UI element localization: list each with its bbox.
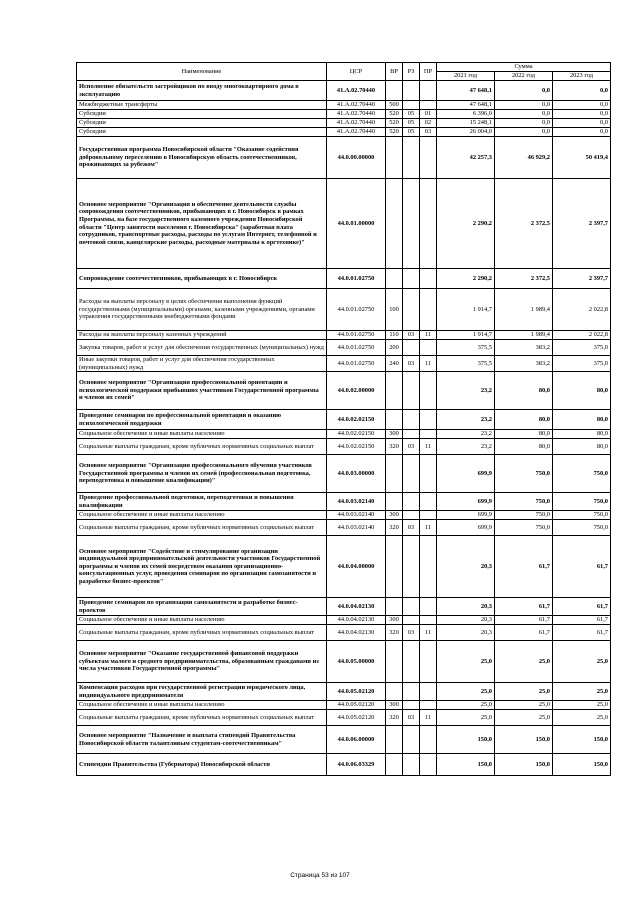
row-amount-2022: 80,0 [495,439,553,455]
row-amount-2022: 750,0 [495,455,553,493]
row-amount-2022: 80,0 [495,410,553,430]
row-amount-2021: 375,5 [437,340,495,356]
row-pr [420,511,437,520]
row-pr [420,536,437,598]
row-amount-2023: 25,0 [553,683,611,701]
row-amount-2021: 42 257,3 [437,137,495,179]
row-csr: 44.0.05.02120 [327,701,386,710]
header-name: Наименование [77,63,327,81]
table-row [77,701,611,710]
row-amount-2021: 47 648,1 [437,101,495,110]
table-row [77,726,611,754]
row-pr [420,598,437,616]
row-amount-2023: 2 022,8 [553,289,611,331]
table-row [77,511,611,520]
row-vr [386,179,403,269]
row-csr: 44.0.03.02140 [327,493,386,511]
table-row [77,331,611,340]
row-amount-2023: 0,0 [553,110,611,119]
table-row [77,710,611,726]
row-rz [403,754,420,776]
row-amount-2022: 150,0 [495,754,553,776]
row-rz [403,493,420,511]
row-amount-2023: 2 022,8 [553,331,611,340]
row-amount-2023: 2 397,7 [553,269,611,289]
row-pr [420,340,437,356]
row-pr [420,179,437,269]
row-csr: 44.0.06.00000 [327,726,386,754]
row-amount-2023: 750,0 [553,493,611,511]
row-amount-2021: 15 248,1 [437,119,495,128]
row-vr: 320 [386,710,403,726]
row-pr [420,372,437,410]
row-amount-2022: 2 372,5 [495,179,553,269]
row-name: Социальные выплаты гражданам, кроме публичных нормативных социальных выплат [77,520,327,536]
row-name: Субсидии [77,110,327,119]
row-vr: 200 [386,340,403,356]
row-name: Закупка товаров, работ и услуг для обеспечения государственных (муниципальных) нужд [77,340,327,356]
row-name: Социальное обеспечение и иные выплаты населению [77,701,327,710]
row-pr: 03 [420,128,437,137]
row-pr: 11 [420,356,437,372]
row-vr [386,372,403,410]
table-row [77,430,611,439]
row-amount-2021: 23,2 [437,439,495,455]
row-csr: 41.А.02.70440 [327,119,386,128]
row-csr: 44.0.01.02750 [327,331,386,340]
budget-table [76,62,611,776]
row-amount-2023: 0,0 [553,81,611,101]
table-row [77,455,611,493]
row-vr [386,81,403,101]
row-amount-2023: 150,0 [553,726,611,754]
row-pr: 11 [420,710,437,726]
page-number: Страница 53 из 107 [290,872,350,879]
table-row [77,372,611,410]
row-amount-2021: 20,3 [437,536,495,598]
table-row [77,598,611,616]
row-rz [403,410,420,430]
row-amount-2022: 0,0 [495,81,553,101]
row-amount-2021: 26 004,0 [437,128,495,137]
row-amount-2021: 2 290,2 [437,179,495,269]
row-pr: 11 [420,331,437,340]
row-name: Межбюджетные трансферты [77,101,327,110]
row-amount-2021: 25,0 [437,701,495,710]
row-csr: 44.0.03.02140 [327,511,386,520]
row-vr: 520 [386,110,403,119]
table-body [77,81,611,776]
header-rz: РЗ [403,63,420,81]
table-row [77,754,611,776]
table-row [77,493,611,511]
row-vr: 520 [386,119,403,128]
row-rz [403,340,420,356]
row-amount-2022: 2 372,5 [495,269,553,289]
row-pr: 11 [420,625,437,641]
row-csr: 44.0.06.03329 [327,754,386,776]
row-pr [420,493,437,511]
table-row [77,269,611,289]
row-pr: 11 [420,520,437,536]
row-csr: 44.0.04.00000 [327,536,386,598]
row-vr: 320 [386,625,403,641]
table-row [77,179,611,269]
row-amount-2023: 750,0 [553,511,611,520]
row-amount-2022: 750,0 [495,520,553,536]
header-year-2022: 2022 год [495,72,553,81]
row-amount-2021: 23,2 [437,372,495,410]
row-vr [386,536,403,598]
row-amount-2022: 383,2 [495,340,553,356]
row-csr: 44.0.01.02750 [327,340,386,356]
header-vr: ВР [386,63,403,81]
row-rz: 03 [403,520,420,536]
row-amount-2023: 750,0 [553,455,611,493]
row-amount-2021: 1 914,7 [437,331,495,340]
budget-table-sheet [76,62,610,776]
row-csr: 44.0.05.00000 [327,641,386,683]
row-csr: 41.А.02.70440 [327,110,386,119]
row-pr [420,683,437,701]
row-pr [420,701,437,710]
row-amount-2021: 699,9 [437,493,495,511]
row-name: Социальное обеспечение и иные выплаты населению [77,430,327,439]
row-amount-2023: 80,0 [553,439,611,455]
row-name: Основное мероприятие "Оказание государственной финансовой поддержки субъектам малого и среднего предпринимательства, образованным гражданами из числа участников Государственной программы" [77,641,327,683]
table-row [77,101,611,110]
row-amount-2021: 699,9 [437,511,495,520]
row-amount-2022: 383,2 [495,356,553,372]
row-name: Расходы на выплаты персоналу казенных учреждений [77,331,327,340]
row-rz [403,269,420,289]
table-row [77,439,611,455]
row-vr: 100 [386,289,403,331]
table-row [77,641,611,683]
row-amount-2021: 23,2 [437,430,495,439]
row-vr [386,726,403,754]
row-vr [386,754,403,776]
table-row [77,137,611,179]
row-rz [403,683,420,701]
table-header [77,63,611,81]
row-amount-2023: 375,0 [553,356,611,372]
row-amount-2023: 25,0 [553,710,611,726]
table-row [77,616,611,625]
row-amount-2022: 46 929,2 [495,137,553,179]
table-row [77,536,611,598]
row-pr: 02 [420,119,437,128]
row-csr: 44.0.01.00000 [327,179,386,269]
row-pr [420,616,437,625]
table-row [77,119,611,128]
row-amount-2023: 750,0 [553,520,611,536]
row-amount-2022: 25,0 [495,710,553,726]
row-pr [420,641,437,683]
row-amount-2021: 47 648,1 [437,81,495,101]
row-name: Социальное обеспечение и иные выплаты населению [77,616,327,625]
row-rz: 03 [403,331,420,340]
table-row [77,81,611,101]
row-rz [403,430,420,439]
row-csr: 41.А.02.70440 [327,81,386,101]
row-rz [403,641,420,683]
row-amount-2022: 25,0 [495,641,553,683]
row-amount-2023: 61,7 [553,536,611,598]
row-pr [420,754,437,776]
row-rz: 05 [403,110,420,119]
table-row [77,289,611,331]
row-amount-2021: 25,0 [437,641,495,683]
row-vr [386,641,403,683]
row-csr: 44.0.03.02140 [327,520,386,536]
row-rz: 05 [403,128,420,137]
row-pr [420,137,437,179]
row-pr: 01 [420,110,437,119]
row-amount-2021: 699,9 [437,520,495,536]
row-name: Основное мероприятие "Назначение и выплата стипендий Правительства Новосибирской области талантливым студентам-соотечественникам" [77,726,327,754]
row-rz [403,616,420,625]
row-amount-2021: 20,3 [437,598,495,616]
row-amount-2021: 150,0 [437,726,495,754]
row-amount-2022: 80,0 [495,372,553,410]
row-amount-2022: 0,0 [495,119,553,128]
table-row [77,110,611,119]
row-vr [386,269,403,289]
row-amount-2023: 25,0 [553,641,611,683]
row-amount-2023: 150,0 [553,754,611,776]
row-name: Субсидии [77,119,327,128]
row-pr [420,269,437,289]
row-amount-2023: 2 397,7 [553,179,611,269]
row-csr: 44.0.05.02120 [327,683,386,701]
row-vr [386,455,403,493]
row-vr: 240 [386,356,403,372]
row-name: Стипендии Правительства (Губернатора) Новосибирской области [77,754,327,776]
row-rz [403,726,420,754]
row-pr [420,430,437,439]
row-amount-2023: 25,0 [553,701,611,710]
row-csr: 44.0.05.02120 [327,710,386,726]
row-amount-2023: 61,7 [553,625,611,641]
row-amount-2022: 150,0 [495,726,553,754]
row-csr: 44.0.02.00000 [327,372,386,410]
row-rz [403,598,420,616]
row-amount-2023: 50 419,4 [553,137,611,179]
row-rz: 05 [403,119,420,128]
row-pr [420,455,437,493]
header-year-2023: 2023 год [553,72,611,81]
row-rz [403,455,420,493]
row-vr [386,137,403,179]
header-pr: ПР [420,63,437,81]
row-name: Социальное обеспечение и иные выплаты населению [77,511,327,520]
row-name: Социальные выплаты гражданам, кроме публичных нормативных социальных выплат [77,625,327,641]
row-amount-2022: 61,7 [495,536,553,598]
table-row [77,683,611,701]
row-csr: 44.0.04.02130 [327,616,386,625]
row-amount-2022: 0,0 [495,128,553,137]
row-amount-2022: 750,0 [495,511,553,520]
row-amount-2022: 750,0 [495,493,553,511]
row-amount-2023: 80,0 [553,372,611,410]
row-rz: 03 [403,625,420,641]
row-amount-2023: 80,0 [553,410,611,430]
row-vr: 300 [386,511,403,520]
row-name: Проведение семинаров по организации самозанятости и разработке бизнес-проектов [77,598,327,616]
row-name: Основное мероприятие "Содействие и стимулирование организации индивидуальной предпринимательской деятельности участников Государственной программы и членов их семей посредством оказания организационно-консультационных услуг, проведения семинаров по организации самозанятости и разработке бизнес-проектов" [77,536,327,598]
row-amount-2021: 1 914,7 [437,289,495,331]
row-csr: 44.0.02.02150 [327,410,386,430]
row-amount-2021: 25,0 [437,710,495,726]
row-pr [420,81,437,101]
row-amount-2021: 2 290,2 [437,269,495,289]
row-rz [403,179,420,269]
row-amount-2022: 61,7 [495,625,553,641]
row-vr [386,493,403,511]
row-pr [420,101,437,110]
row-csr: 44.0.01.02750 [327,356,386,372]
row-vr [386,410,403,430]
row-amount-2022: 1 989,4 [495,331,553,340]
row-rz [403,372,420,410]
row-name: Расходы на выплаты персоналу в целях обеспечения выполнения функций государственными (муниципальными) органами, казенными учреждениями, органами управления государственными внебюджетными фондами [77,289,327,331]
row-vr: 110 [386,331,403,340]
row-vr: 520 [386,128,403,137]
row-amount-2023: 61,7 [553,598,611,616]
row-csr: 44.0.04.02130 [327,598,386,616]
row-amount-2022: 0,0 [495,110,553,119]
row-name: Социальные выплаты гражданам, кроме публичных нормативных социальных выплат [77,710,327,726]
row-pr [420,726,437,754]
row-amount-2021: 699,9 [437,455,495,493]
row-amount-2023: 0,0 [553,128,611,137]
row-name: Социальные выплаты гражданам, кроме публичных нормативных социальных выплат [77,439,327,455]
header-csr: ЦСР [327,63,386,81]
row-name: Компенсация расходов при государственной регистрации юридического лица, индивидуального предпринимателя [77,683,327,701]
row-rz [403,536,420,598]
row-amount-2021: 150,0 [437,754,495,776]
row-vr: 300 [386,701,403,710]
row-amount-2022: 0,0 [495,101,553,110]
row-amount-2021: 20,3 [437,616,495,625]
row-rz: 03 [403,439,420,455]
row-csr: 44.0.04.02130 [327,625,386,641]
row-amount-2022: 25,0 [495,683,553,701]
row-vr: 320 [386,520,403,536]
row-csr: 41.А.02.70440 [327,128,386,137]
row-csr: 41.А.02.70440 [327,101,386,110]
table-row [77,410,611,430]
row-vr: 500 [386,101,403,110]
row-amount-2021: 25,0 [437,683,495,701]
row-vr: 320 [386,439,403,455]
row-vr: 300 [386,430,403,439]
row-name: Государственная программа Новосибирской области "Оказание содействия добровольному переселению в Новосибирскую область соотечественников, проживающих за рубежом" [77,137,327,179]
row-rz [403,511,420,520]
row-amount-2022: 25,0 [495,701,553,710]
table-row [77,340,611,356]
row-name: Основное мероприятие "Организация профессиональной ориентации и психологической поддержки прибывших участников Государственной программы и членов их семей" [77,372,327,410]
row-amount-2023: 0,0 [553,119,611,128]
row-rz: 03 [403,710,420,726]
table-row [77,128,611,137]
table-row [77,356,611,372]
row-rz: 03 [403,356,420,372]
row-name: Сопровождение соотечественников, прибывающих в г. Новосибирск [77,269,327,289]
row-amount-2023: 61,7 [553,616,611,625]
row-name: Проведение семинаров по профессиональной ориентации и оказанию психологической поддержки [77,410,327,430]
table-row [77,520,611,536]
row-name: Иные закупки товаров, работ и услуг для обеспечения государственных (муниципальных) нужд [77,356,327,372]
row-pr [420,410,437,430]
row-amount-2023: 80,0 [553,430,611,439]
row-amount-2023: 375,0 [553,340,611,356]
row-rz [403,101,420,110]
row-amount-2022: 61,7 [495,598,553,616]
table-row [77,625,611,641]
row-csr: 44.0.02.02150 [327,430,386,439]
row-rz [403,81,420,101]
row-csr: 44.0.01.02750 [327,269,386,289]
row-amount-2023: 0,0 [553,101,611,110]
row-vr [386,598,403,616]
row-name: Исполнение обязательств застройщиков по вводу многоквартирного дома в эксплуатацию [77,81,327,101]
row-rz [403,289,420,331]
row-amount-2021: 20,3 [437,625,495,641]
header-year-2021: 2021 год [437,72,495,81]
row-pr [420,289,437,331]
row-amount-2022: 61,7 [495,616,553,625]
row-amount-2021: 23,2 [437,410,495,430]
row-rz [403,701,420,710]
row-amount-2021: 6 396,0 [437,110,495,119]
row-name: Основное мероприятие "Организация и обеспечение деятельности службы сопровождения соотечественников, прибывающих в г. Новосибирск в рамках Программы, на базе государственного казенного учреждения Новосибирской области "Центр занятости населения г. Новосибирска" (заработная плата сотрудников, транспортные расходы, расходы по услугам Интернет, телефонной и почтовой связи, канцелярские расходы, расходные материалы к оргтехнике)" [77,179,327,269]
row-csr: 44.0.01.02750 [327,289,386,331]
row-csr: 44.0.03.00000 [327,455,386,493]
row-name: Проведение профессиональной подготовки, переподготовки и повышения квалификации [77,493,327,511]
row-vr [386,683,403,701]
row-rz [403,137,420,179]
row-amount-2021: 375,5 [437,356,495,372]
row-name: Основное мероприятие "Организация профессионального обучения участников Государственной программы и членов их семей (профессиональная подготовка, переподготовка и повышение квалификации)" [77,455,327,493]
row-pr: 11 [420,439,437,455]
row-amount-2022: 80,0 [495,430,553,439]
row-csr: 44.0.02.02150 [327,439,386,455]
row-name: Субсидии [77,128,327,137]
row-amount-2022: 1 989,4 [495,289,553,331]
header-sum: Сумма [437,63,611,72]
row-vr: 300 [386,616,403,625]
row-csr: 44.0.00.00000 [327,137,386,179]
